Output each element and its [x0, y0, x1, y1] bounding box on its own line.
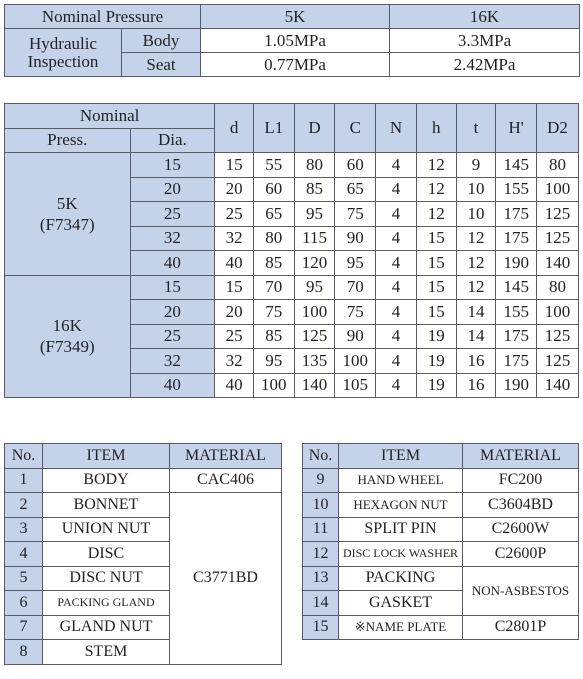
value-cell: 100 — [294, 300, 335, 325]
dimension-row — [5, 275, 579, 300]
part-no: 15 — [303, 615, 339, 640]
value-cell: 14 — [456, 324, 496, 349]
part-seat-label: Seat — [122, 53, 201, 77]
value-cell: 125 — [537, 324, 579, 349]
nominal-header: Nominal — [5, 104, 215, 129]
value-cell: 175 — [496, 349, 537, 374]
column-header-1: L1 — [253, 104, 294, 153]
value-cell: 95 — [294, 275, 335, 300]
dimension-row — [5, 153, 579, 178]
parts-left-header-2: MATERIAL — [170, 444, 282, 469]
pressure-group-label: 5K (F7347) — [5, 153, 131, 276]
value-cell: 4 — [376, 177, 417, 202]
nominal-pressure-header: Nominal Pressure — [5, 5, 201, 29]
value-cell: 65 — [253, 202, 294, 227]
value-cell: 4 — [376, 202, 417, 227]
inspection-header-row — [5, 5, 580, 29]
value-cell: 100 — [537, 177, 579, 202]
value-cell: 100 — [253, 373, 294, 398]
value-cell: 125 — [294, 324, 335, 349]
press-header: Press. — [5, 128, 131, 153]
value-cell: 4 — [376, 275, 417, 300]
part-no: 1 — [5, 468, 43, 493]
parts-right-row — [303, 468, 579, 493]
value-cell: 85 — [294, 177, 335, 202]
value-cell: 15 — [416, 226, 456, 251]
value-cell: 4 — [376, 324, 417, 349]
value-cell: 125 — [537, 226, 579, 251]
part-no: 6 — [5, 591, 43, 616]
value-cell: 100 — [335, 349, 376, 374]
part-item: DISC — [43, 542, 170, 567]
value-cell: 12 — [416, 177, 456, 202]
part-material: C2801P — [463, 615, 579, 640]
parts-right-row — [303, 542, 579, 567]
value-cell: 16 — [456, 349, 496, 374]
part-item: STEM — [43, 640, 170, 665]
value-cell: 135 — [294, 349, 335, 374]
parts-table-left — [4, 443, 282, 665]
value-cell: 12 — [416, 153, 456, 178]
dimension-header-row-1 — [5, 104, 579, 129]
part-material: C3604BD — [463, 493, 579, 518]
value-cell: 190 — [496, 373, 537, 398]
value-cell: 90 — [335, 324, 376, 349]
part-material-shared: NON-ASBESTOS — [463, 566, 579, 615]
value-cell: 190 — [496, 251, 537, 276]
part-item: BODY — [43, 468, 170, 493]
value-cell: 32 — [215, 226, 254, 251]
dia-cell: 15 — [130, 275, 215, 300]
value-cell: 145 — [496, 153, 537, 178]
part-no: 10 — [303, 493, 339, 518]
value-cell: 12 — [416, 202, 456, 227]
value-cell: 15 — [215, 153, 254, 178]
value-cell: 125 — [537, 202, 579, 227]
dia-cell: 25 — [130, 324, 215, 349]
parts-right-row — [303, 517, 579, 542]
parts-left-header-row — [5, 444, 282, 469]
value-cell: 80 — [537, 275, 579, 300]
value-cell: 20 — [215, 177, 254, 202]
dia-cell: 40 — [130, 373, 215, 398]
part-item: GLAND NUT — [43, 615, 170, 640]
value-cell: 75 — [253, 300, 294, 325]
value-cell: 32 — [215, 349, 254, 374]
value-cell: 80 — [294, 153, 335, 178]
value-cell: 120 — [294, 251, 335, 276]
value-cell: 4 — [376, 226, 417, 251]
value-cell: 140 — [537, 373, 579, 398]
value-cell: 65 — [335, 177, 376, 202]
part-no: 2 — [5, 493, 43, 518]
column-header-0: d — [215, 104, 254, 153]
value-cell: 4 — [376, 153, 417, 178]
value-cell: 4 — [376, 373, 417, 398]
value-cell: 60 — [253, 177, 294, 202]
value-cell: 19 — [416, 373, 456, 398]
part-material: C2600W — [463, 517, 579, 542]
value-cell: 95 — [294, 202, 335, 227]
part-no: 12 — [303, 542, 339, 567]
value-cell: 55 — [253, 153, 294, 178]
part-item: ※NAME PLATE — [339, 615, 463, 640]
part-item: DISC NUT — [43, 566, 170, 591]
header-16k: 16K — [390, 5, 580, 29]
dia-cell: 40 — [130, 251, 215, 276]
column-header-6: t — [456, 104, 496, 153]
value-cell: 70 — [253, 275, 294, 300]
dimension-table — [4, 103, 579, 398]
part-material-shared: C3771BD — [170, 493, 282, 665]
value-cell: 15 — [416, 275, 456, 300]
value-cell: 15 — [416, 251, 456, 276]
part-item: HAND WHEEL — [339, 468, 463, 493]
parts-left-header-1: ITEM — [43, 444, 170, 469]
value-cell: 25 — [215, 202, 254, 227]
parts-left-header-0: No. — [5, 444, 43, 469]
column-header-5: h — [416, 104, 456, 153]
part-no: 14 — [303, 591, 339, 616]
header-5k: 5K — [201, 5, 390, 29]
value-cell: 175 — [496, 226, 537, 251]
part-no: 11 — [303, 517, 339, 542]
value-cell: 75 — [335, 202, 376, 227]
dia-header: Dia. — [130, 128, 215, 153]
dia-cell: 20 — [130, 177, 215, 202]
dia-cell: 25 — [130, 202, 215, 227]
body-16k-value: 3.3MPa — [390, 29, 580, 53]
dia-cell: 32 — [130, 349, 215, 374]
dia-cell: 15 — [130, 153, 215, 178]
value-cell: 115 — [294, 226, 335, 251]
parts-right-row — [303, 566, 579, 591]
part-no: 5 — [5, 566, 43, 591]
value-cell: 10 — [456, 202, 496, 227]
value-cell: 140 — [537, 251, 579, 276]
dia-cell: 32 — [130, 226, 215, 251]
value-cell: 85 — [253, 251, 294, 276]
value-cell: 10 — [456, 177, 496, 202]
body-5k-value: 1.05MPa — [201, 29, 390, 53]
value-cell: 4 — [376, 349, 417, 374]
value-cell: 19 — [416, 324, 456, 349]
value-cell: 15 — [215, 275, 254, 300]
value-cell: 12 — [456, 275, 496, 300]
part-material-body: CAC406 — [170, 468, 282, 493]
part-no: 4 — [5, 542, 43, 567]
value-cell: 95 — [335, 251, 376, 276]
value-cell: 15 — [416, 300, 456, 325]
part-body-label: Body — [122, 29, 201, 53]
value-cell: 95 — [253, 349, 294, 374]
hydraulic-inspection-label: Hydraulic Inspection — [5, 29, 122, 77]
value-cell: 90 — [335, 226, 376, 251]
part-item: DISC LOCK WASHER — [339, 542, 463, 567]
value-cell: 40 — [215, 251, 254, 276]
column-header-3: C — [335, 104, 376, 153]
value-cell: 9 — [456, 153, 496, 178]
part-no: 7 — [5, 615, 43, 640]
part-no: 9 — [303, 468, 339, 493]
part-item: PACKING — [339, 566, 463, 591]
value-cell: 140 — [294, 373, 335, 398]
value-cell: 19 — [416, 349, 456, 374]
value-cell: 14 — [456, 300, 496, 325]
seat-16k-value: 2.42MPa — [390, 53, 580, 77]
value-cell: 40 — [215, 373, 254, 398]
part-item: UNION NUT — [43, 517, 170, 542]
part-item: PACKING GLAND — [43, 591, 170, 616]
parts-left-row — [5, 468, 282, 493]
value-cell: 80 — [253, 226, 294, 251]
parts-right-header-row — [303, 444, 579, 469]
parts-right-row — [303, 615, 579, 640]
parts-left-row — [5, 493, 282, 518]
part-material: C2600P — [463, 542, 579, 567]
value-cell: 60 — [335, 153, 376, 178]
dia-cell: 20 — [130, 300, 215, 325]
value-cell: 12 — [456, 226, 496, 251]
value-cell: 145 — [496, 275, 537, 300]
parts-right-header-2: MATERIAL — [463, 444, 579, 469]
seat-5k-value: 0.77MPa — [201, 53, 390, 77]
inspection-table — [4, 4, 580, 77]
part-item: HEXAGON NUT — [339, 493, 463, 518]
value-cell: 12 — [456, 251, 496, 276]
value-cell: 125 — [537, 349, 579, 374]
column-header-4: N — [376, 104, 417, 153]
part-material: FC200 — [463, 468, 579, 493]
pressure-group-label: 16K (F7349) — [5, 275, 131, 398]
value-cell: 20 — [215, 300, 254, 325]
value-cell: 155 — [496, 177, 537, 202]
value-cell: 70 — [335, 275, 376, 300]
column-header-2: D — [294, 104, 335, 153]
inspection-row-body — [5, 29, 580, 53]
value-cell: 100 — [537, 300, 579, 325]
parts-table-right — [302, 443, 579, 640]
value-cell: 25 — [215, 324, 254, 349]
value-cell: 16 — [456, 373, 496, 398]
value-cell: 105 — [335, 373, 376, 398]
column-header-7: H' — [496, 104, 537, 153]
value-cell: 155 — [496, 300, 537, 325]
part-item: GASKET — [339, 591, 463, 616]
part-no: 13 — [303, 566, 339, 591]
part-no: 3 — [5, 517, 43, 542]
value-cell: 4 — [376, 300, 417, 325]
value-cell: 75 — [335, 300, 376, 325]
parts-right-header-0: No. — [303, 444, 339, 469]
part-item: SPLIT PIN — [339, 517, 463, 542]
column-header-8: D2 — [537, 104, 579, 153]
value-cell: 80 — [537, 153, 579, 178]
parts-right-header-1: ITEM — [339, 444, 463, 469]
part-no: 8 — [5, 640, 43, 665]
value-cell: 175 — [496, 324, 537, 349]
value-cell: 4 — [376, 251, 417, 276]
value-cell: 85 — [253, 324, 294, 349]
part-item: BONNET — [43, 493, 170, 518]
value-cell: 175 — [496, 202, 537, 227]
parts-right-row — [303, 493, 579, 518]
